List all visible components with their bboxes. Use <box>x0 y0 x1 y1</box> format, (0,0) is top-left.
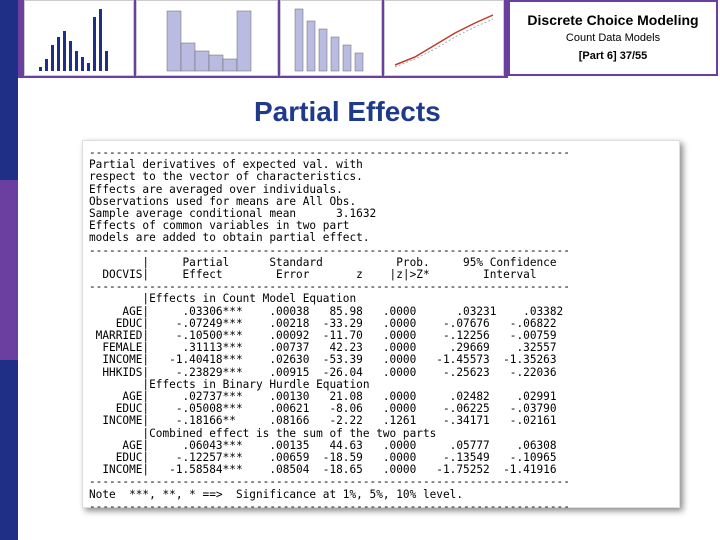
regression-output-text <box>83 141 679 513</box>
left-bar-segment-top <box>0 0 18 180</box>
output-line: Effects are averaged over individuals. <box>89 182 343 196</box>
output-line: ------------------------------------------------------------------------ <box>89 146 570 159</box>
output-line: AGE| .03306*** .00038 85.98 .0000 .03231 .03382 <box>89 304 564 318</box>
slide-header-box <box>508 0 718 76</box>
left-bar-segment-middle <box>0 180 18 360</box>
output-line: EDUC| -.12257*** .00659 -18.59 .0000 -.13549 -.10965 <box>89 451 557 465</box>
output-line: INCOME| -1.58584*** .08504 -18.65 .0000 -1.75252 -1.41916 <box>89 463 557 477</box>
output-line: ------------------------------------------------------------------------ <box>89 243 570 257</box>
left-accent-bar <box>0 0 18 540</box>
thumbnail-bar-chart <box>24 0 134 76</box>
page-number: 37/55 <box>619 50 648 62</box>
slide-title: Partial Effects <box>254 96 441 127</box>
topic-subtitle: Count Data Models <box>565 32 661 44</box>
output-line: INCOME| -.18166** .08166 -2.22 .1261 -.34171 -.02161 <box>89 414 557 428</box>
output-line: EDUC| -.05008*** .00621 -8.06 .0000 -.06225 -.03790 <box>89 402 557 416</box>
thumbnail-line-plot <box>384 0 504 76</box>
output-line: Note ***, **, * ==> Significance at 1%, 5%, 10% level. <box>89 487 464 501</box>
output-line: ------------------------------------------------------------------------ <box>89 499 570 513</box>
thumbnail-column-chart <box>280 0 382 76</box>
output-line: EDUC| -.07249*** .00218 -33.29 .0000 -.07676 -.06822 <box>89 316 557 330</box>
output-line: ------------------------------------------------------------------------ <box>89 280 570 294</box>
output-line: INCOME| -1.40418*** .02630 -53.39 .0000 -1.45573 -1.35263 <box>89 353 557 367</box>
part-page-indicator <box>510 50 716 62</box>
output-line: | Partial Standard Prob. 95% Confidence <box>89 255 557 269</box>
output-line: FEMALE| .31113*** .00737 42.23 .0000 .29669 .32557 <box>89 341 557 355</box>
course-title: Discrete Choice Modeling <box>527 12 699 28</box>
regression-output-box <box>82 140 680 513</box>
output-line: AGE| .06043*** .00135 44.63 .0000 .05777 .06308 <box>89 438 557 452</box>
output-line: respect to the vector of characteristics. <box>89 170 363 184</box>
output-line: Effects of common variables in two part <box>89 219 350 233</box>
output-line: |Effects in Binary Hurdle Equation <box>89 377 370 391</box>
output-line: Partial derivatives of expected val. with <box>89 158 363 172</box>
output-line: |Combined effect is the sum of the two parts <box>89 426 437 440</box>
thumbnail-histogram <box>136 0 278 76</box>
part-label: [Part 6] <box>578 50 617 62</box>
output-line: ------------------------------------------------------------------------ <box>89 475 570 489</box>
output-line: models are added to obtain partial effect. <box>89 231 370 245</box>
output-line: Sample average conditional mean 3.1632 <box>89 207 377 221</box>
output-line: DOCVIS| Effect Error z |z|>Z* Interval <box>89 268 537 282</box>
left-bar-segment-bottom <box>0 360 18 540</box>
output-line: MARRIED| -.10500*** .00092 -11.70 .0000 -.12256 -.00759 <box>89 329 557 343</box>
header-thumbnail-strip <box>18 0 508 78</box>
output-line: HHKIDS| -.23829*** .00915 -26.04 .0000 -.25623 -.22036 <box>89 365 557 379</box>
output-line: |Effects in Count Model Equation <box>89 292 357 306</box>
output-line: AGE| .02737*** .00130 21.08 .0000 .02482 .02991 <box>89 390 557 404</box>
output-line: Observations used for means are All Obs. <box>89 194 357 208</box>
